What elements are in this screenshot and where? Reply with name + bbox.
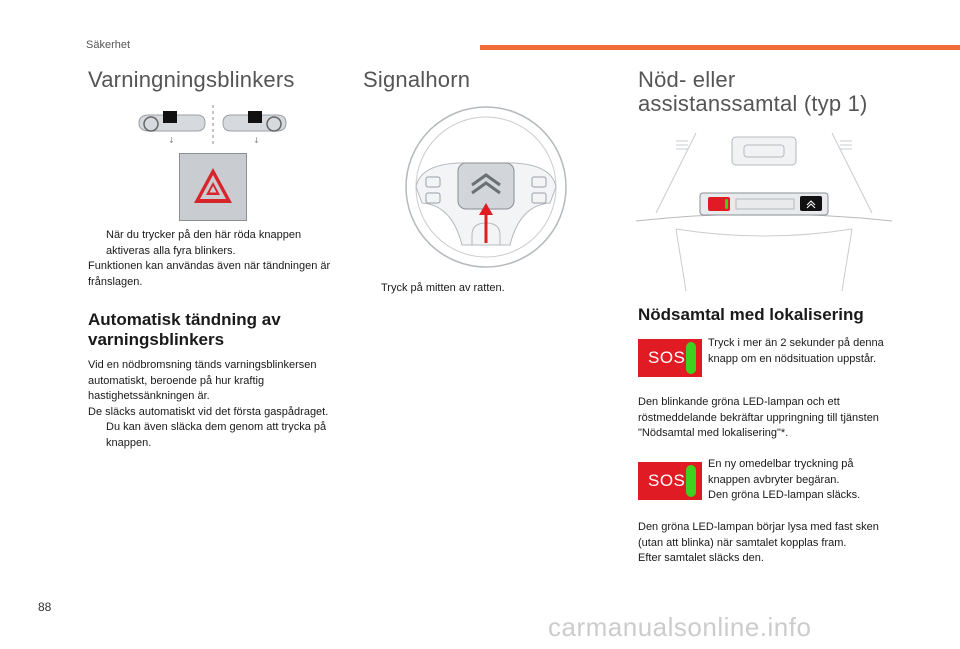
page-number: 88: [38, 600, 52, 614]
bullet-marker: [88, 228, 106, 259]
sos-button: [638, 339, 702, 377]
bullet-marker: [88, 420, 106, 451]
sos-button-2: [638, 462, 702, 500]
header-accent-bar: [480, 45, 960, 50]
svg-text:↓: ↓: [253, 136, 260, 145]
hazard-button-icon: [179, 153, 247, 221]
sos-localization-title: Nödsamtal med lokalisering: [638, 305, 864, 324]
hazard-bullet-text: När du trycker på den här röda knappen aktiveras alla fyra blinkers. Funktionen kan användas även när tändningen är frånslagen.: [88, 229, 331, 288]
steering-wheel-illustration: [400, 105, 572, 270]
sos-confirm-text: Den blinkande gröna LED-lampan och ett röstmeddelande bekräftar uppringning till tjänsten "Nödsamtal med lokalisering"*.: [638, 396, 879, 439]
bullet-marker: [363, 281, 381, 297]
ceiling-console-illustration: [636, 133, 892, 293]
sos-press-text: Tryck i mer än 2 sekunder på denna knapp om en nödsituation uppstår.: [708, 337, 884, 365]
led-indicator: [686, 342, 696, 374]
auto-hazard-text: Vid en nödbromsning tänds varningsblinkersen automatiskt, beroende på hur kraftig hastighetssänkningen är. De släcks automatiskt vid det första gaspådraget. Du kan även släcka dem genom att trycka på knappen.: [88, 358, 343, 451]
horn-bullet-text: Tryck på mitten av ratten.: [363, 281, 563, 297]
sos-button-label: SOS: [648, 348, 686, 367]
led-indicator: [686, 465, 696, 497]
svg-text:↓: ↓: [168, 136, 175, 145]
watermark: carmanualsonline.info: [548, 612, 812, 642]
section-label: Säkerhet: [86, 39, 131, 51]
horn-title: Signalhorn: [363, 67, 471, 92]
hazard-lights-title: Varningningsblinkers: [88, 67, 295, 92]
stalk-illustration: [135, 105, 290, 150]
emergency-call-title: Nöd- eller assistanssamtal (typ 1): [638, 67, 868, 116]
sos-cancel-text: En ny omedelbar tryckning på knappen avbryter begäran. Den gröna LED-lampan släcks.: [708, 458, 861, 501]
sos-button-label: SOS: [648, 471, 686, 490]
sos-connected-text: Den gröna LED-lampan börjar lysa med fast sken (utan att blinka) när samtalet kopplas fram. Efter samtalet släcks den.: [638, 521, 879, 564]
auto-hazard-title: Automatisk tändning av varningsblinkers: [88, 310, 281, 349]
